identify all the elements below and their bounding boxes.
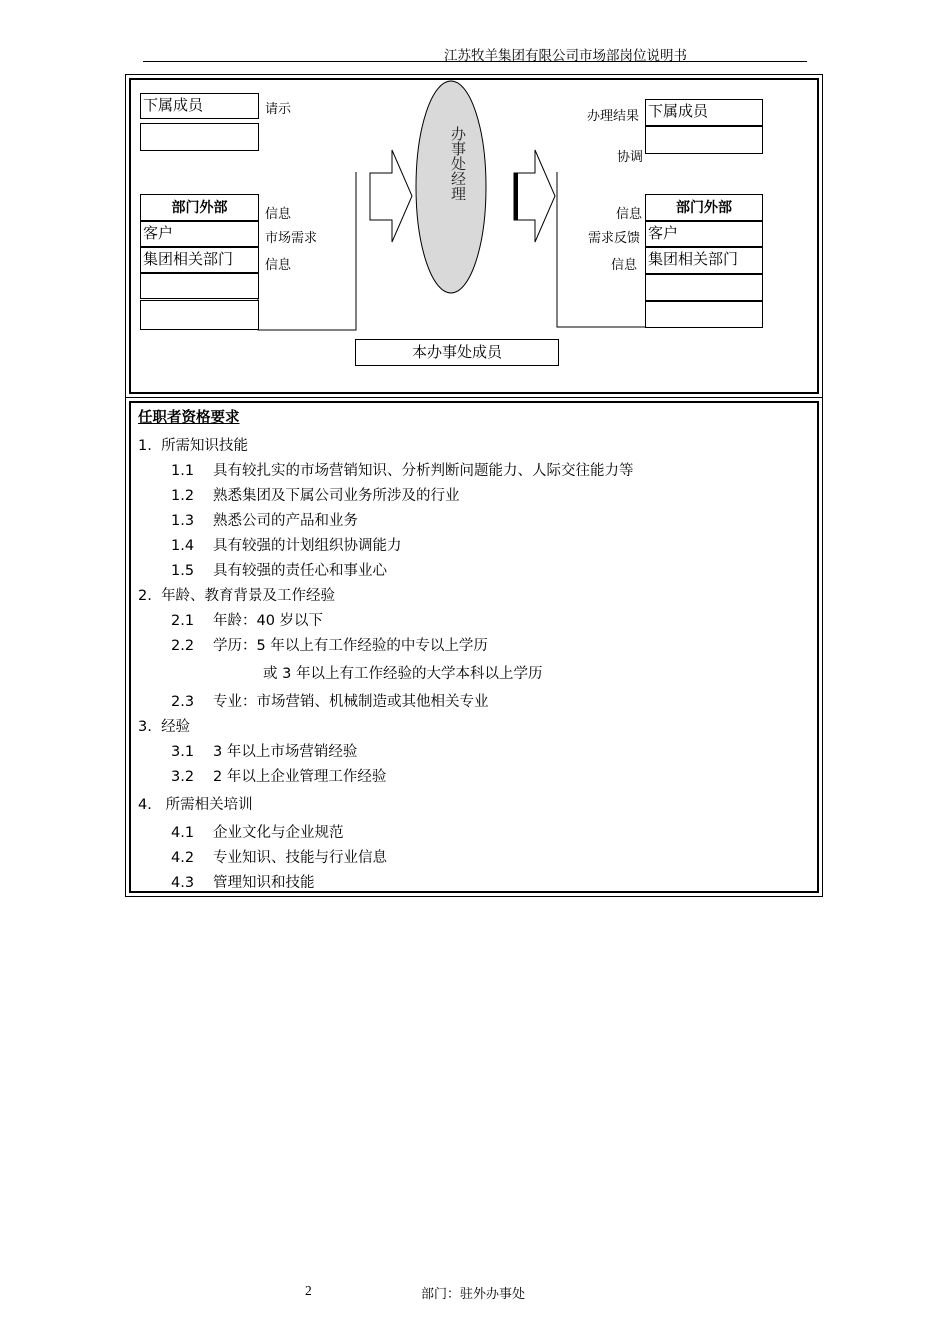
section-title: 所需知识技能	[161, 438, 249, 454]
left-request-label: 请示	[265, 102, 292, 117]
footer-department: 部门：驻外办事处	[421, 1287, 526, 1302]
right-empty-box-1	[645, 274, 763, 301]
list-item: 1.3 熟悉公司的产品和业务	[171, 513, 358, 529]
left-subordinates-box: 下属成员	[140, 93, 259, 119]
section-1-heading	[138, 434, 248, 455]
left-external-title-box: 部门外部	[140, 194, 259, 221]
right-subordinates-box: 下属成员	[645, 99, 763, 126]
right-info-label-2: 信息	[611, 258, 638, 273]
section-title: 所需相关培训	[165, 797, 253, 813]
section-4-heading	[138, 793, 253, 814]
list-item: 4.1 企业文化与企业规范	[171, 825, 344, 841]
section-num: 1.	[138, 438, 152, 454]
section-2-heading	[138, 584, 335, 605]
list-item: 2.3 专业：市场营销、机械制造或其他相关专业	[171, 694, 489, 710]
right-feedback-label: 需求反馈	[588, 231, 641, 246]
left-empty-box-2	[140, 300, 259, 330]
left-connector-line	[258, 172, 356, 330]
right-coordinate-label: 协调	[617, 150, 644, 165]
requirements-title: 任职者资格要求	[138, 410, 240, 426]
left-subordinates-empty-box	[140, 123, 259, 151]
list-item: 2.1 年龄：40 岁以下	[171, 613, 324, 629]
list-item-continuation: 或 3 年以上有工作经验的大学本科以上学历	[263, 666, 543, 682]
section-title: 经验	[161, 719, 191, 735]
page-number: 2	[305, 1283, 312, 1298]
right-arrow-shadow	[514, 173, 518, 220]
manager-label: 办事处经理	[449, 126, 467, 201]
right-external-title-box: 部门外部	[645, 194, 763, 221]
list-item: 1.5 具有较强的责任心和事业心	[171, 563, 387, 579]
left-market-demand-label: 市场需求	[265, 231, 318, 246]
document-header-title: 江苏牧羊集团有限公司市场部岗位说明书	[444, 48, 687, 63]
list-item: 1.1 具有较扎实的市场营销知识、分析判断问题能力、人际交往能力等	[171, 463, 634, 479]
left-group-dept-box: 集团相关部门	[140, 247, 259, 273]
section-3-heading	[138, 715, 190, 736]
section-title: 年龄、教育背景及工作经验	[161, 588, 336, 604]
list-item: 2.2 学历：5 年以上有工作经验的中专以上学历	[171, 638, 488, 654]
list-item: 1.2 熟悉集团及下属公司业务所涉及的行业	[171, 488, 460, 504]
list-item: 3.2 2 年以上企业管理工作经验	[171, 769, 387, 785]
office-members-box: 本办事处成员	[355, 339, 559, 366]
list-item: 4.2 专业知识、技能与行业信息	[171, 850, 387, 866]
right-group-dept-box: 集团相关部门	[645, 247, 763, 274]
left-customer-box: 客户	[140, 221, 259, 247]
right-flow-arrow	[514, 150, 555, 242]
left-empty-box-1	[140, 273, 259, 299]
right-empty-box-2	[645, 301, 763, 328]
right-connector-line	[557, 172, 645, 327]
list-item: 4.3 管理知识和技能	[171, 875, 315, 891]
left-info-label-2: 信息	[265, 258, 292, 273]
right-result-label: 办理结果	[587, 109, 640, 124]
right-subordinates-empty-box	[645, 126, 763, 154]
right-info-label: 信息	[616, 207, 643, 222]
section-num: 3.	[138, 719, 152, 735]
right-customer-box: 客户	[645, 221, 763, 247]
left-flow-arrow	[370, 150, 412, 242]
list-item: 3.1 3 年以上市场营销经验	[171, 744, 358, 760]
left-info-label: 信息	[265, 207, 292, 222]
section-num: 4.	[138, 797, 152, 813]
list-item: 1.4 具有较强的计划组织协调能力	[171, 538, 402, 554]
section-num: 2.	[138, 588, 152, 604]
